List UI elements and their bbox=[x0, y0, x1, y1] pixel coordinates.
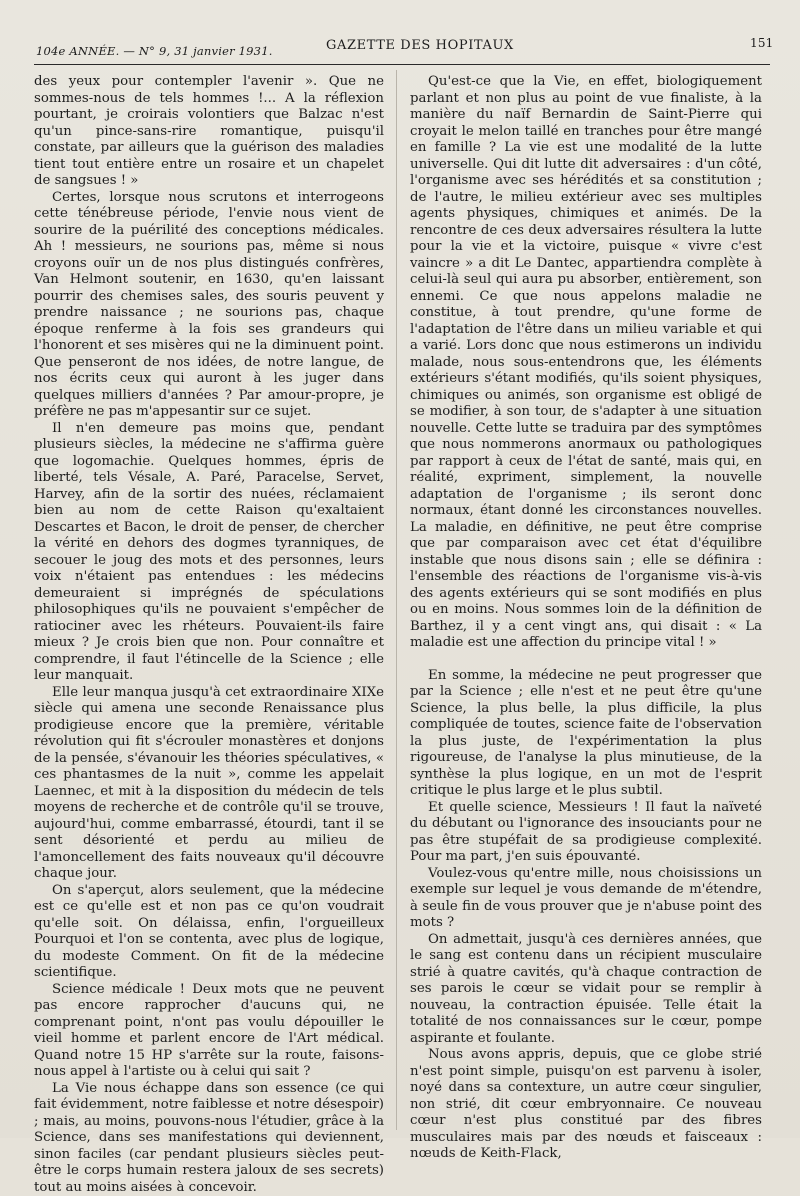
publication-title: GAZETTE DES HOPITAUX bbox=[326, 38, 514, 53]
paragraph-gap bbox=[410, 652, 762, 668]
paragraph: des yeux pour contempler l'avenir ». Que ne sommes-nous de tels hommes !... A la réflexion pourtant, je croirais volontiers que Balzac n'est qu'un pince-sans-rire romantique, puisqu'il constate, par ailleurs que la guérison des maladies tient tout entière entre un rosaire et un chapelet de sangsues ! » bbox=[34, 74, 384, 190]
paragraph: Science médicale ! Deux mots que ne peuvent pas encore rapprocher d'aucuns qui, ne comprenant point, n'ont pas voulu dépouiller le vieil homme et parlent encore de l'Art médical. Quand notre 15 HP s'arrête sur la route, faisons-nous appel à l'artiste ou à celui qui sait ? bbox=[34, 982, 384, 1081]
issue-info: 104e ANNÉE. — N° 9, 31 janvier 1931. bbox=[36, 44, 273, 58]
paragraph: On admettait, jusqu'à ces dernières années, que le sang est contenu dans un récipient musculaire strié à quatre cavités, qu'à chaque contraction de ses parois le cœur se vidait pour se remplir à nouveau, la contraction épuisée. Telle était la totalité de nos connaissances sur le cœur, pompe aspirante et foulante. bbox=[410, 932, 762, 1048]
paragraph: Et quelle science, Messieurs ! Il faut la naïveté du débutant ou l'ignorance des insouciants pour ne pas être stupéfait de sa prodigieuse complexité. Pour ma part, j'en suis épouvanté. bbox=[410, 800, 762, 866]
page-number: 151 bbox=[750, 36, 774, 50]
right-column bbox=[410, 74, 762, 1129]
column-divider bbox=[396, 70, 397, 1130]
paragraph: On s'aperçut, alors seulement, que la médecine est ce qu'elle est et non pas ce qu'on voudrait qu'elle soit. On délaissa, enfin, l'orgueilleux Pourquoi et l'on se contenta, avec plus de logique, du modeste Comment. On fit de la médecine scientifique. bbox=[34, 883, 384, 982]
paragraph: Il n'en demeure pas moins que, pendant plusieurs siècles, la médecine ne s'affirma guère que logomachie. Quelques hommes, épris de liberté, tels Vésale, A. Paré, Paracelse, Servet, Harvey, afin de la sortir des nuées, réclamaient bien au nom de cette Raison qu'exaltaient Descartes et Bacon, le droit de penser, de chercher la vérité en dehors des dogmes tyranniques, de secouer le joug des mots et des personnes, leurs voix n'étaient pas entendues : les médecins demeuraient si imprégnés de spéculations philosophiques qu'ils ne pouvaient s'empêcher de ratiociner avec les rhéteurs. Pouvaient-ils faire mieux ? Je crois bien que non. Pour connaître et comprendre, il faut l'étincelle de la Science ; elle leur manquait. bbox=[34, 421, 384, 685]
paragraph: Certes, lorsque nous scrutons et interrogeons cette ténébreuse période, l'envie nous vient de sourire de la puérilité des conceptions médicales. Ah ! messieurs, ne sourions pas, même si nous croyons ouïr un de nos plus distingués confrères, Van Helmont soutenir, en 1630, qu'en laissant pourrir des chemises sales, des souris peuvent y prendre naissance ; ne sourions pas, chaque époque renferme à la fois ses grandeurs qui l'honorent et ses misères qui ne la diminuent point. Que penseront de nos idées, de notre langue, de nos écrits ceux qui auront à les juger dans quelques milliers d'années ? Par amour-propre, je préfère ne pas m'appesantir sur ce sujet. bbox=[34, 190, 384, 421]
header-rule bbox=[34, 64, 770, 65]
paragraph: Elle leur manqua jusqu'à cet extraordinaire XIXe siècle qui amena une seconde Renaissance plus prodigieuse encore que la première, véritable révolution qui fit s'écrouler monastères et donjons de la pensée, s'évanouir les théories spéculatives, « ces phantasmes de la nuit », comme les appelait Laennec, et mit à la disposition du médecin de tels moyens de recherche et de contrôle qu'il se trouve, aujourd'hui, comme embarrassé, étourdi, tant il se sent désorienté et perdu au milieu de l'amoncellement des faits nouveaux qu'il découvre chaque jour. bbox=[34, 685, 384, 883]
paragraph: Nous avons appris, depuis, que ce globe strié n'est point simple, puisqu'on est parvenu à isoler, noyé dans sa contexture, un autre cœur singulier, non strié, dit cœur embryonnaire. Ce nouveau cœur n'est plus constitué par des fibres musculaires mais par des nœuds et faisceaux : nœuds de Keith-Flack, bbox=[410, 1047, 762, 1163]
paragraph: En somme, la médecine ne peut progresser que par la Science ; elle n'est et ne peut être qu'une Science, la plus belle, la plus difficile, la plus compliquée de toutes, science faite de l'observation la plus juste, de l'expérimentation la plus rigoureuse, de l'analyse la plus minutieuse, de la synthèse la plus logique, en un mot de l'esprit critique le plus large et le plus subtil. bbox=[410, 668, 762, 800]
paragraph: La Vie nous échappe dans son essence (ce qui fait évidemment, notre faiblesse et notre désespoir) ; mais, au moins, pouvons-nous l'étudier, grâce à la Science, dans ses manifestations qui deviennent, sinon faciles (car pendant plusieurs siècles peut-être le corps humain restera jaloux de ses secrets) tout au moins aisées à concevoir. bbox=[34, 1081, 384, 1196]
paragraph: Qu'est-ce que la Vie, en effet, biologiquement parlant et non plus au point de vue finaliste, à la manière du naïf Bernardin de Saint-Pierre qui croyait le melon taillé en tranches pour être mangé en famille ? La vie est une modalité de la lutte universelle. Qui dit lutte dit adversaires : d'un côté, l'organisme avec ses hérédités et sa constitution ; de l'autre, le milieu extérieur avec ses multiples agents physiques, chimiques et animés. De la rencontre de ces deux adversaires résultera la lutte pour la vie et la victoire, puisque « vivre c'est vaincre » a dit Le Dantec, appartiendra complète à celui-là seul qui aura pu absorber, entièrement, son ennemi. Ce que nous appelons maladie ne constitue, à tout prendre, qu'une forme de l'adaptation de l'être dans un milieu variable et qui a varié. Lors donc que nous estimerons un individu malade, nous sous-entendrons que, les éléments extérieurs s'étant modifiés, qu'ils soient physiques, chimiques ou animés, son organisme est obligé de se modifier, à son tour, de s'adapter à une situation nouvelle. Cette lutte se traduira par des symptômes que nous nommerons anormaux ou pathologiques par rapport à ceux de l'état de santé, mais qui, en réalité, expriment, simplement, la nouvelle adaptation de l'organisme ; ils seront donc normaux, étant donné les circonstances nouvelles. La maladie, en définitive, ne peut être comprise que par comparaison avec cet état d'équilibre instable que nous disons sain ; elle se définira : l'ensemble des réactions de l'organisme vis-à-vis des agents extérieurs qui se sont modifiés en plus ou en moins. Nous sommes loin de la définition de Barthez, il y a cent vingt ans, qui disait : « La maladie est une affection du principe vital ! » bbox=[410, 74, 762, 652]
page-header bbox=[30, 36, 770, 58]
paragraph: Voulez-vous qu'entre mille, nous choisissions un exemple sur lequel je vous demande de m'étendre, à seule fin de vous prouver que je n'abuse point des mots ? bbox=[410, 866, 762, 932]
left-column bbox=[34, 74, 384, 1129]
